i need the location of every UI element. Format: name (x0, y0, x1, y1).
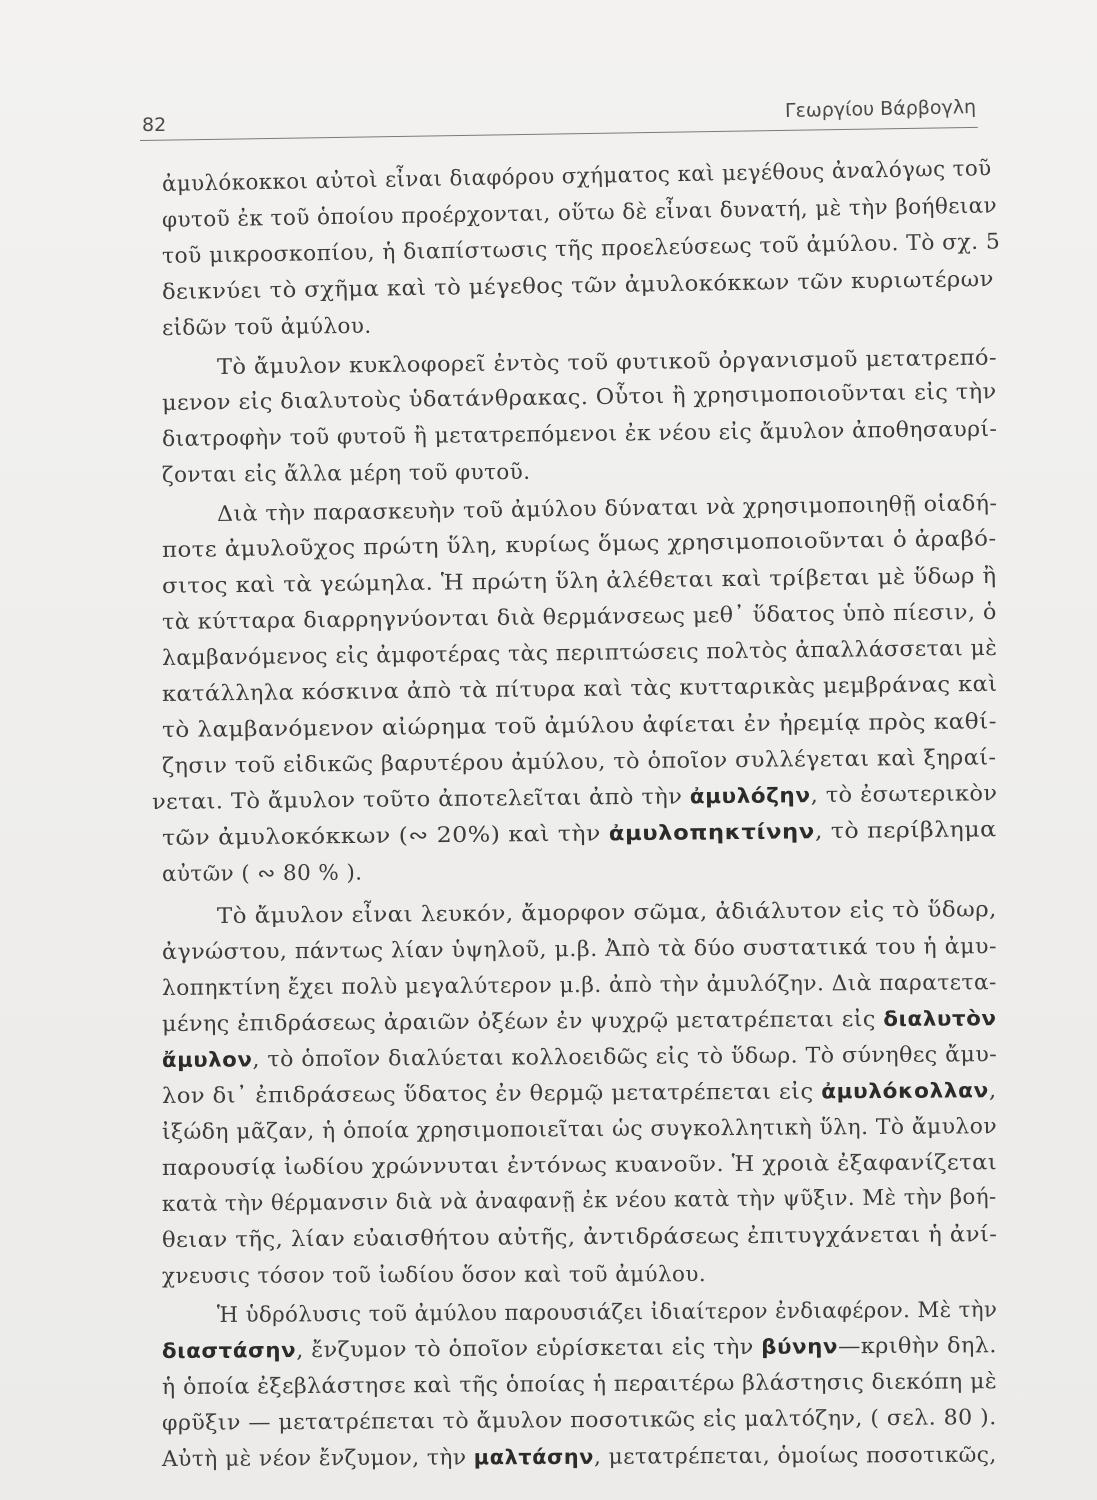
text-line: εἰδῶν τοῦ ἀμύλου. (161, 313, 372, 341)
running-head: Γεωργίου Βάρβογλη (784, 96, 977, 122)
text-line: ἀμυλόκοκκοι αὐτοὶ εἶναι διαφόρου σχήματος καὶ μεγέθους ἀναλόγως τοῦ (161, 156, 992, 197)
text-line: φρῦξιν — μετατρέπεται τὸ ἄμυλον ποσοτικῶς εἰς μαλτόζην, ( σελ. 80 ). (161, 1405, 997, 1436)
text-line (162, 1333, 997, 1364)
bold-term: μαλτάσην (473, 1444, 595, 1470)
text-line: Διὰ τὴν παρασκευὴν τοῦ ἀμύλου δύναται νὰ χρησιμοποιηθῇ οἱαδή- (216, 491, 998, 527)
text-segment: , τὸ περίβλημα (814, 817, 997, 845)
text-line: αὐτῶν ( ∾ 80 % ). (161, 860, 363, 887)
bold-term: ἀμυλόκολλαν (821, 1078, 989, 1104)
text-line: τὸ λαμβανόμενον αἰώρημα τοῦ ἀμύλου ἀφίεται ἐν ἠρεμίᾳ πρὸς καθί- (161, 709, 998, 743)
text-line (162, 1443, 997, 1472)
text-line: ἡ ὁποία ἐξεβλάστησε καὶ τῆς ὁποίας ἡ περαιτέρω βλάστησις διεκόπη μὲ (161, 1369, 998, 1400)
bold-term: βύνην (761, 1334, 839, 1359)
text-line (162, 1042, 997, 1073)
bold-term: ἀμυλόζην (689, 783, 811, 809)
text-line: Ἡ ὑδρόλυσις τοῦ ἀμύλου παρουσιάζει ἰδιαίτερον ἐνδιαφέρον. Μὲ τὴν (216, 1297, 998, 1328)
text-line: φυτοῦ ἐκ τοῦ ὁποίου προέρχονται, οὕτω δὲ εἶναι δυνατή, μὲ τὴν βοήθειαν (161, 193, 998, 233)
text-segment: , (988, 1078, 997, 1104)
text-line: τὰ κύτταρα διαρρηγνύονται διὰ θερμάνσεως μεθ᾽ ὕδατος ὑπὸ πίεσιν, ὁ (161, 599, 997, 635)
text-segment: τῶν ἀμυλοκόκκων (∾ 20%) καὶ τὴν (161, 821, 609, 851)
bold-term: διαλυτὸν (883, 1006, 997, 1031)
text-line: ἰξώδη μᾶζαν, ἡ ὁποία χρησιμοποιεῖται ὡς συγκολλητικὴ ὕλη. Τὸ ἄμυλον (161, 1114, 998, 1145)
text-line: ζησιν τοῦ εἰδικῶς βαρυτέρου ἀμύλου, τὸ ὁποῖον συλλέγεται καὶ ξηραί- (161, 745, 997, 779)
text-segment: μένης ἐπιδράσεως ἀραιῶν ὀξέων ἐν ψυχρῷ μετατρέπεται εἰς (161, 1006, 884, 1037)
text-line: λαμβανόμενος εἰς ἀμφοτέρας τὰς περιπτώσεις πολτὸς ἀπαλλάσσεται μὲ (161, 635, 998, 671)
text-line: ζονται εἰς ἄλλα μέρη τοῦ φυτοῦ. (161, 459, 531, 488)
text-line: διατροφὴν τοῦ φυτοῦ ἢ μετατρεπόμενοι ἐκ νέου εἰς ἄμυλον ἀποθησαυρί- (161, 416, 998, 452)
text-segment: Αὐτὴ μὲ νέον ἔνζυμον, τὴν (161, 1445, 474, 1472)
text-line: ποτε ἀμυλοῦχος πρώτη ὕλη, κυρίως ὅμως χρησιμοποιοῦνται ὁ ἀραβό- (161, 526, 997, 563)
bold-term: ἄμυλον (161, 1047, 253, 1072)
text-line: κατάλληλα κόσκινα ἀπὸ τὰ πίτυρα καὶ τὰς κυτταρικὰς μεμβράνας καὶ (161, 671, 998, 707)
text-line: λοπηκτίνη ἔχει πολὺ μεγαλύτερον μ.β. ἀπὸ τὴν ἀμυλόζην. Διὰ παρατετα- (161, 970, 997, 1001)
text-line: Τὸ ἄμυλον εἶναι λευκόν, ἄμορφον σῶμα, ἀδιάλυτον εἰς τὸ ὕδωρ, (216, 897, 997, 929)
bold-term: ἀμυλοπηκτίνην (608, 819, 816, 846)
text-line: δεικνύει τὸ σχῆμα καὶ τὸ μέγεθος τῶν ἀμυλοκόκκων τῶν κυριωτέρων (161, 266, 994, 305)
text-line (152, 781, 998, 815)
text-line: σιτος καὶ τὰ γεώμηλα. Ἡ πρώτη ὕλη ἀλέθεται καὶ τρίβεται μὲ ὕδωρ ἢ (161, 563, 997, 599)
bold-term: διαστάσην (161, 1338, 297, 1363)
page-number: 82 (142, 114, 167, 136)
text-line: τοῦ μικροσκοπίου, ἡ διαπίστωσις τῆς προελεύσεως τοῦ ἀμύλου. Τὸ σχ. 5 (161, 229, 1001, 269)
text-line: Τὸ ἄμυλον κυκλοφορεῖ ἐντὸς τοῦ φυτικοῦ ὀργανισμοῦ μετατρεπό- (216, 345, 998, 380)
text-segment: —κριθὴν δηλ. (838, 1333, 997, 1360)
text-line: ἀγνώστου, πάντως λίαν ὑψηλοῦ, μ.β. Ἀπὸ τὰ δύο συστατικά του ἡ ἀμυ- (161, 934, 997, 965)
text-line: μενον εἰς διαλυτοὺς ὑδατάνθρακας. Οὗτοι ἢ χρησιμοποιοῦνται εἰς τὴν (161, 379, 997, 416)
text-line: κατὰ τὴν θέρμανσιν διὰ νὰ ἀναφανῇ ἐκ νέου κατὰ τὴν ψῦξιν. Μὲ τὴν βοή- (161, 1184, 997, 1217)
text-line (162, 1078, 997, 1109)
text-segment: , τὸ ὁποῖον διαλύεται κολλοειδῶς εἰς τὸ ὕδωρ. Τὸ σύνηθες ἄμυ- (252, 1042, 998, 1073)
text-segment: νεται. Τὸ ἄμυλον τοῦτο ἀποτελεῖται ἀπὸ τὴν (151, 784, 690, 815)
text-segment: λον δι᾽ ἐπιδράσεως ὕδατος ἐν θερμῷ μετατρέπεται εἰς (161, 1079, 822, 1109)
text-line: χνευσις τόσον τοῦ ἰωδίου ὅσον καὶ τοῦ ἀμύλου. (161, 1262, 707, 1289)
text-line: θειαν τῆς, λίαν εὐαισθήτου αὐτῆς, ἀντιδράσεως ἐπιτυγχάνεται ἡ ἀνί- (161, 1222, 998, 1253)
text-segment: , ἔνζυμον τὸ ὁποῖον εὑρίσκεται εἰς τὴν (296, 1334, 762, 1364)
text-line (162, 817, 997, 851)
text-segment: , τὸ ἐσωτερικὸν (810, 781, 998, 809)
text-segment: , μετατρέπεται, ὁμοίως ποσοτικῶς, (593, 1442, 997, 1470)
text-line (162, 1006, 997, 1037)
text-line: παρουσίᾳ ἰωδίου χρώννυται ἐντόνως κυανοῦν. Ἡ χροιὰ ἐξαφανίζεται (161, 1150, 998, 1181)
